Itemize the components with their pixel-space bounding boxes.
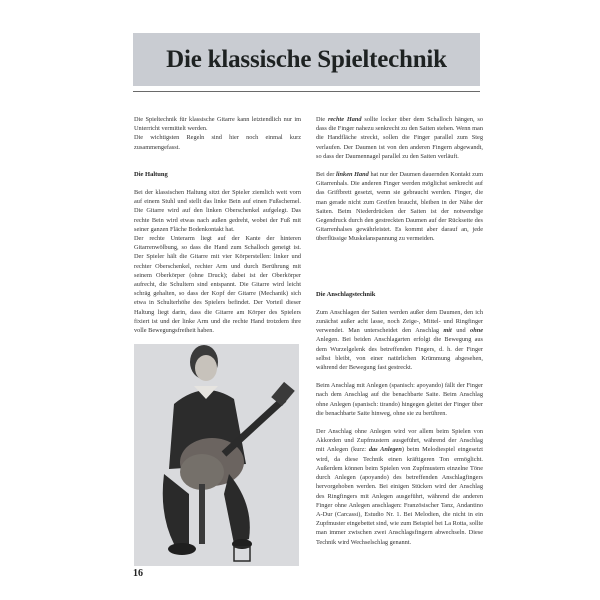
text-run: Bei der: [316, 171, 337, 179]
text-run: Zum Anschlagen der Saiten werden außer dem Daumen, den ich zunächst außer acht lasse, noch Zeige-, Mittel- und Ringfinger verwendet. Man unterscheidet den Anschlag: [316, 308, 483, 335]
emphasis-linke-hand: linken Hand: [336, 171, 369, 179]
rechte-hand-paragraph: [316, 115, 483, 161]
emphasis-mit: mit: [443, 327, 452, 335]
guitarist-photo-image: [134, 344, 299, 566]
text-run: ) beim Melodiespiel eingesetzt wird, da diese Technik einen kräftigeren Ton ermöglicht. Außerdem können beim Spielen von Zupfmustern einzelne Töne durch Anlegen (apoyando) des betreffenden Anschlagfingers hervorgehoben werden. Bei einigen Stücken wird der Anschlag des Ringfingers mit Anlegen ausgeführt, während die anderen Finger ohne Anlegen anschlagen: Französischer Tanz, Andantino A-Dur (Carcassi), Estudio Nr. 1. Bei Melodien, die nicht in ein Zupfmuster eingebettet sind, wie zum Beispiel bei La Rotta, sollte man immer zwischen zwei Anschlagsfingern abwechseln. Diese Technik wird Wechselschlag genannt.: [316, 446, 484, 546]
linke-hand-paragraph: [316, 170, 483, 244]
text-run: Der Anschlag ohne Anlegen wird vor allem beim Spielen von Akkorden und Zupfmustern ausgeführt, während der Anschlag mit Anlegen (kurz:: [316, 428, 483, 454]
left-column: [134, 115, 301, 566]
title-divider: [133, 91, 480, 92]
section-heading-haltung: Die Haltung: [134, 170, 168, 178]
guitarist-photo: [134, 344, 299, 566]
emphasis-das-anlegen: das Anlegen: [368, 446, 402, 454]
title-banner: [133, 33, 480, 86]
emphasis-rechte-hand: rechte Hand: [327, 116, 362, 123]
intro-paragraph-2: Die wichtigsten Regeln sind hier noch einmal kurz zusammengefasst.: [134, 134, 301, 151]
text-run: und: [451, 327, 471, 335]
text-run: sollte locker über dem Schalloch hängen, so dass die Finger nahezu senkrecht zu den Saiten stehen. Wenn man die Handfläche streckt, sollen die Finger parallel zum Steg verlaufen. Der Daumen ist von den anderen Fingern abgewandt, so dass der Daumennagel parallel zu den Saiten verläuft.: [316, 116, 483, 160]
intro-paragraph-1: Die Spieltechnik für klassische Gitarre kann letztendlich nur im Unterricht vermittelt werden.: [134, 116, 301, 133]
page-number: 16: [133, 568, 143, 579]
anschlag-paragraph-1: [316, 308, 483, 372]
text-run: Die: [316, 116, 328, 123]
section-heading-anschlagstechnik: Die Anschlagstechnik: [316, 290, 376, 298]
emphasis-ohne: ohne: [470, 327, 483, 335]
haltung-paragraph-2: Der rechte Unterarm liegt auf der Kante der hinteren Gitarrenwölbung, so dass die Hand zum Schalloch geneigt ist. Der Spieler hält die Gitarre mit vier Körperstellen: linker und rechter Oberschenkel, rechter Arm und durch Berührung mit seinem Oberkörper (ohne Druck); dabei ist der Oberkörper aufrecht, die Schultern sind entspannt. Die Gitarre wird leicht schräg gehalten, so dass der Kopf der Gitarre (Mechanik) sich etwa in Schulterhöhe des Spielers befindet. Der Vorteil dieser Haltung liegt darin, dass die Gitarre am Körper des Spielers fixiert ist und der linke Arm und die rechte Hand trotzdem ihre volle Bewegungsfreiheit haben.: [134, 235, 301, 335]
text-run: hat nur der Daumen dauernden Kontakt zum Gitarrenhals. Die anderen Finger werden möglichst senkrecht auf das Griffbrett gesetzt, wenn sie gebraucht werden. Finger, die man gerade nicht zum Greifen braucht, bleiben in der Nähe der Saiten. Beim Niederdrücken der Saiten ist der notwendige Gegendruck durch den gestreckten Daumen auf der Rückseite des Gitarrenhalses gewährleistet. Es kommt aber darauf an, jede überflüssige Muskelanspannung zu vermeiden.: [316, 171, 484, 243]
page-title: Die klassische Spieltechnik: [166, 45, 447, 73]
right-column: [316, 115, 483, 547]
anschlag-paragraph-2: Beim Anschlag mit Anlegen (spanisch: apoyando) fällt der Finger nach dem Anschlag auf die benachbarte Saite. Beim Anschlag ohne Anlegen (spanisch: tirando) hingegen gleitet der Finger über die benachbarte Saite hinweg, ohne sie zu berühren.: [316, 382, 483, 417]
anschlag-paragraph-3: [316, 427, 483, 547]
haltung-paragraph-1: Bei der klassischen Haltung sitzt der Spieler ziemlich weit vorn auf einem Stuhl und stellt das linke Bein auf einen Fußschemel. Die Gitarre wird auf den linken Oberschenkel aufgelegt. Das rechte Bein wird etwas nach außen gedreht, wobei der Fuß mit seiner ganzen Fläche Bodenkontakt hat.: [134, 189, 301, 233]
text-run: Anlegen. Bei beiden Anschlagarten erfolgt die Bewegung aus dem Wurzelgelenk des betreffenden Fingers, d. h. der Finger selbst bleibt, von einer natürlichen Krümmung abgesehen, während der Bewegung fast gestreckt.: [316, 336, 483, 372]
